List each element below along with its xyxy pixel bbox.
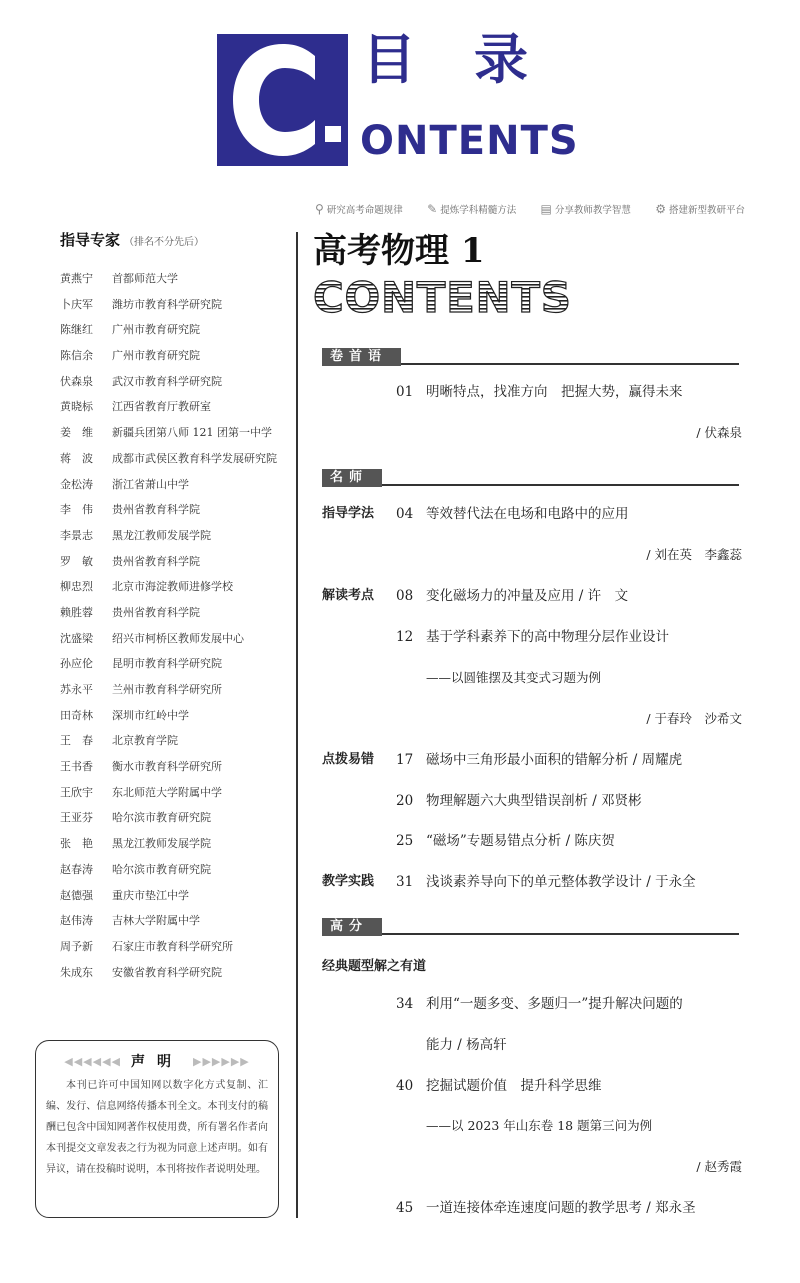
expert-name: 赖胜蓉 [60,605,93,619]
section-tab: 名师 [322,469,382,487]
expert-org: 深圳市红岭中学 [112,708,189,722]
expert-row [60,450,290,476]
article-title: 变化磁场力的冲量及应用 / 许 文 [426,588,629,604]
page-number: 34 [396,996,414,1012]
expert-row [60,809,290,835]
expert-org: 吉林大学附属中学 [112,914,200,928]
title-cn: 目录 [362,28,586,91]
slogan-item [315,202,403,216]
article-title: 一道连接体牵连速度问题的教学思考 / 郑永圣 [426,1200,696,1216]
statement-box [35,1040,279,1218]
expert-row [60,398,290,424]
logo-c-block [217,34,348,166]
expert-org: 浙江省萧山中学 [112,477,189,491]
expert-name: 田奇林 [60,708,93,722]
page-number: 20 [396,793,414,809]
expert-name: 张 艳 [60,837,93,851]
article-title-continuation: 能力 / 杨高轩 [426,1037,507,1053]
expert-name: 孙应伦 [60,657,93,671]
expert-name: 王 春 [60,734,93,748]
slogan-bar [315,202,745,216]
expert-org: 新疆兵团第八师 121 团第一中学 [112,426,272,440]
page-number: 40 [396,1078,414,1094]
slogan-text: 提炼学科精髓方法 [440,205,517,216]
expert-name: 姜 维 [60,426,93,440]
expert-row [60,912,290,938]
expert-name: 赵伟涛 [60,914,93,928]
page-number: 01 [396,384,414,400]
expert-row [60,964,290,990]
expert-row [60,887,290,913]
article-subtitle: ——以圆锥摆及其变式习题为例 [426,670,602,685]
expert-org: 北京市海淀教师进修学校 [112,580,233,594]
expert-name: 伏森泉 [60,374,93,388]
experts-note: （排名不分先后） [124,237,205,248]
magazine-title: 高考物理 1 [313,231,485,271]
expert-name: 黄燕宁 [60,272,93,285]
expert-row [60,424,290,450]
arrows-left-icon: ◀◀◀◀◀◀ [64,1054,121,1068]
section-header [322,466,739,486]
expert-name: 苏永平 [60,683,93,696]
expert-org: 首都师范大学 [112,272,178,285]
logo-c-icon [217,34,348,166]
page-number: 04 [396,506,414,522]
expert-org: 武汉市教育科学研究院 [112,374,222,388]
slogan-item [541,202,631,216]
article-title: 浅谈素养导向下的单元整体教学设计 / 于永全 [426,874,696,890]
contents-outline-text: CONTENTS [313,276,571,316]
slogan-item [427,202,516,216]
article-author: / 刘在英 李鑫蕊 [646,547,742,562]
expert-row [60,553,290,579]
expert-org: 东北师范大学附属中学 [112,785,222,799]
article-title: 利用“一题多变、多题归一”提升解决问题的 [426,996,683,1012]
magnifier-icon: ⚲ [315,202,324,216]
expert-name: 赵德强 [60,888,93,902]
article-title: 等效替代法在电场和电路中的应用 [426,506,629,522]
page-number: 31 [396,874,414,890]
expert-org: 绍兴市柯桥区教师发展中心 [112,631,244,645]
expert-name: 黄晓标 [60,400,93,414]
category-label: 点拨易错 [322,752,375,767]
expert-row [60,373,290,399]
statement-header [46,1051,268,1071]
expert-row [60,835,290,861]
slogan-text: 研究高考命题规律 [326,205,403,216]
article-author: / 于春玲 沙希文 [646,711,742,726]
article-title: 挖掘试题价值 提升科学思维 [426,1078,602,1094]
article-title: 物理解题六大典型错误剖析 / 邓贤彬 [426,793,642,809]
pen-icon: ✎ [427,202,438,216]
expert-row [60,270,290,296]
expert-name: 罗 敏 [60,554,93,568]
expert-org: 贵州省教育科学院 [112,605,200,619]
expert-org: 昆明市教育科学研究院 [112,657,222,671]
category-label: 指导学法 [322,506,375,521]
expert-name: 柳忠烈 [60,580,93,594]
expert-row [60,296,290,322]
expert-name: 金松涛 [60,477,93,491]
arrows-right-icon: ▶▶▶▶▶▶ [193,1054,250,1068]
expert-org: 安徽省教育科学研究院 [112,965,222,979]
section-tab: 卷首语 [322,348,401,366]
expert-row [60,861,290,887]
statement-body: 本刊已许可中国知网以数字化方式复制、汇编、发行、信息网络传播本刊全文。本刊支付的稿酬已包含中国知网著作权使用费，所有署名作者向本刊提交文章发表之行为视为同意上述声明。如有异议，请在投稿时说明，本刊将按作者说明处理。 [46,1080,268,1175]
category-label: 教学实践 [322,874,375,889]
section-header [322,345,739,365]
expert-org: 广州市教育研究院 [112,323,200,337]
page-number: 45 [396,1200,414,1216]
title-en: ONTENTS [360,118,579,164]
expert-name: 陈信余 [60,349,93,363]
expert-org: 哈尔滨市教育研究院 [112,862,211,876]
statement-title: 声明 [131,1054,183,1070]
expert-org: 黑龙江教师发展学院 [112,837,211,851]
expert-org: 兰州市教育科学研究所 [112,683,222,696]
expert-row [60,527,290,553]
slogan-item [655,202,745,216]
category-label: 解读考点 [322,588,375,603]
article-title: 磁场中三角形最小面积的错解分析 / 周耀虎 [426,752,683,768]
expert-name: 李 伟 [60,503,93,517]
article-author: / 伏森泉 [696,425,742,440]
expert-name: 蒋 波 [60,451,93,465]
expert-row [60,501,290,527]
expert-row [60,681,290,707]
expert-row [60,732,290,758]
article-subtitle: ——以 2023 年山东卷 18 题第三问为例 [426,1118,653,1133]
expert-name: 周予新 [60,939,93,953]
experts-heading: 指导专家 [60,231,121,249]
section-header [322,915,739,935]
expert-name: 卜庆军 [60,297,93,311]
expert-org: 重庆市垫江中学 [112,888,189,902]
expert-org: 江西省教育厅教研室 [112,400,211,414]
expert-org: 北京教育学院 [112,734,178,748]
expert-org: 潍坊市教育科学研究院 [112,297,222,311]
expert-name: 王书香 [60,760,93,774]
expert-name: 李景志 [60,528,93,542]
experts-list [60,270,290,989]
expert-row [60,707,290,733]
article-title: “磁场”专题易错点分析 / 陈庆贺 [426,833,615,849]
page-number: 12 [396,629,414,645]
slogan-text: 搭建新型教研平台 [668,205,745,216]
expert-name: 王亚芬 [60,811,93,825]
expert-org: 石家庄市教育科学研究所 [112,939,233,953]
section-tab: 高分 [322,918,382,936]
expert-org: 成都市武侯区教育科学发展研究院 [112,451,277,465]
expert-org: 贵州省教育科学院 [112,503,200,517]
category-heading: 经典题型解之有道 [322,959,427,974]
expert-org: 衡水市教育科学研究所 [112,760,222,774]
expert-name: 沈盛梁 [60,631,93,645]
expert-row [60,604,290,630]
gear-icon: ⚙ [655,202,666,216]
expert-row [60,321,290,347]
article-title: 明晰特点，找准方向 把握大势，赢得未来 [426,384,683,400]
expert-org: 哈尔滨市教育研究院 [112,811,211,825]
expert-row [60,476,290,502]
page-number: 25 [396,833,414,849]
page-number: 17 [396,752,414,768]
expert-row [60,630,290,656]
expert-row [60,578,290,604]
experts-title [60,229,204,250]
expert-row [60,347,290,373]
expert-name: 王欣宇 [60,785,93,799]
expert-name: 陈继红 [60,323,93,337]
expert-org: 贵州省教育科学院 [112,554,200,568]
document-icon: ▤ [540,202,552,216]
expert-row [60,758,290,784]
expert-name: 赵春涛 [60,862,93,876]
article-title: 基于学科素养下的高中物理分层作业设计 [426,629,669,645]
expert-name: 朱成东 [60,965,93,979]
expert-org: 广州市教育研究院 [112,349,200,363]
expert-row [60,784,290,810]
column-divider [296,232,298,1218]
page-number: 08 [396,588,414,604]
contents-outline-wordmark [313,276,575,316]
expert-org: 黑龙江教师发展学院 [112,528,211,542]
slogan-text: 分享教师教学智慧 [554,205,631,216]
expert-row [60,938,290,964]
expert-row [60,655,290,681]
article-author: / 赵秀霞 [696,1159,742,1174]
